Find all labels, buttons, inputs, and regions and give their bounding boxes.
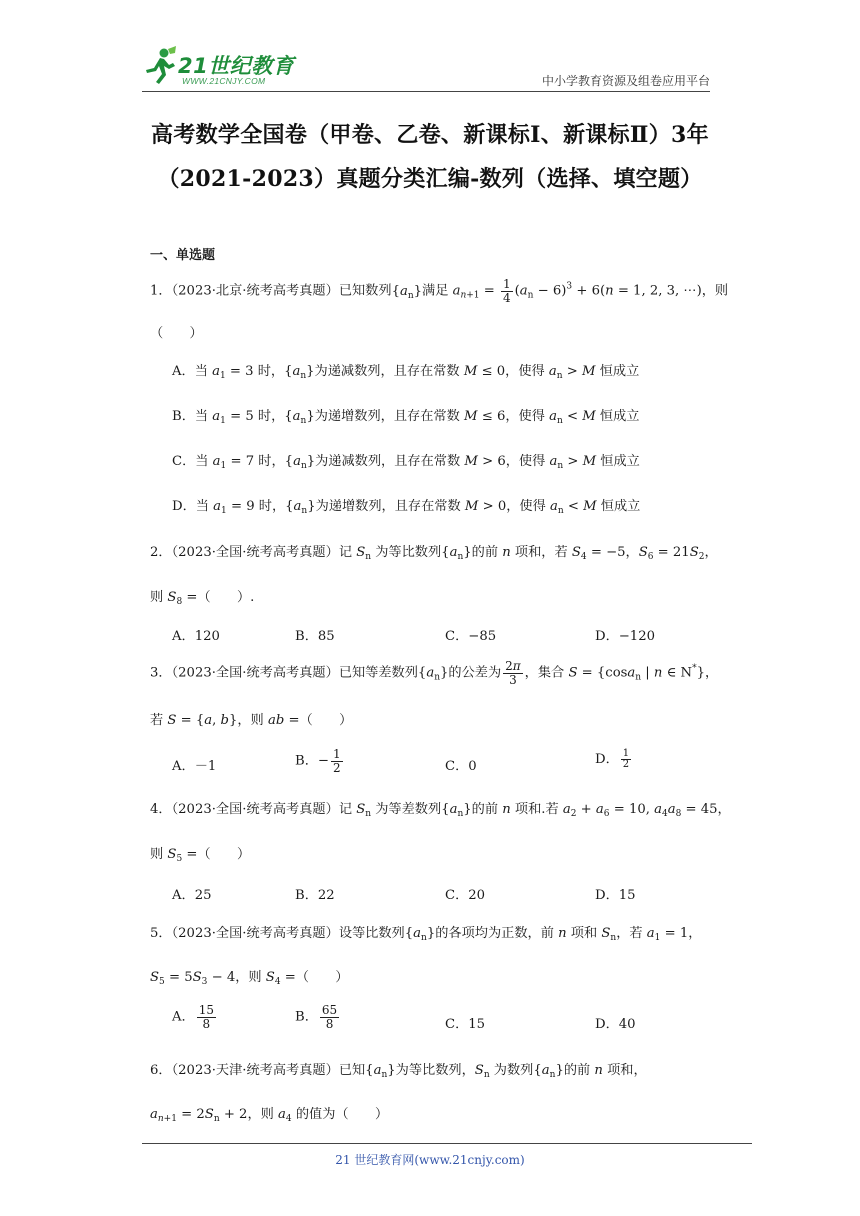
footer-link[interactable]: 21 世纪教育网(www.21cnjy.com) — [335, 1153, 525, 1167]
question-2-cont: 则 $S_8$ =（ ）. — [150, 590, 255, 607]
question-5-cont: $S_5 = 5S_3 - 4$，则 $S_4$ =（ ） — [150, 970, 349, 987]
question-4: 4．（2023·全国·统考高考真题）记 $S_n$ 为等差数列$\{a_n\}$的前 n 项和.若 $a_2 + a_6 = 10$, $a_4a_8 = 45$， — [150, 802, 731, 819]
doc-title-line1: 高考数学全国卷（甲卷、乙卷、新课标Ⅰ、新课标Ⅱ）3年 — [151, 122, 709, 148]
question-2-options — [0, 625, 860, 645]
question-1: 1．（2023·北京·统考高考真题）已知数列$\{a_n\}$满足 $a_{n+1}$ = $\frac{1}{4}$ $(a_n - 6)^3 + 6(n = 1$, 2, 3, ⋯)，则 — [150, 277, 729, 305]
question-6: 6．（2023·天津·统考高考真题）已知$\{a_n\}$为等比数列，$S_n$ 为数列$\{a_n\}$的前 n 项和， — [150, 1063, 647, 1080]
option-3a[interactable]: A．－1 — [172, 759, 217, 774]
option-5c[interactable]: C．15 — [445, 1017, 486, 1032]
option-2a[interactable]: A．120 — [172, 629, 220, 644]
option-4d[interactable]: D．15 — [595, 888, 636, 903]
question-number: 1． — [150, 283, 172, 299]
option-2c[interactable]: C．−85 — [445, 629, 497, 644]
option-5a[interactable]: A． $\frac{15}{8}$ — [172, 1003, 214, 1031]
question-4-options — [0, 884, 860, 904]
question-source: （2023·北京·统考高考真题） — [171, 283, 339, 299]
option-3c[interactable]: C．0 — [445, 759, 477, 774]
section-heading: 一、单选题 — [150, 248, 216, 263]
option-3d[interactable]: D． $\frac{1}{2}$ — [595, 747, 630, 770]
option-1a[interactable]: A．当 $a_1 = 3$ 时，$\{a_n\}$为递减数列，且存在常数 M ≤ 0，使得 $a_n > M$ 恒成立 — [172, 364, 640, 381]
option-5d[interactable]: D．40 — [595, 1017, 636, 1032]
doc-title-line2: （2021-2023）真题分类汇编-数列（选择、填空题） — [157, 166, 703, 192]
question-5-options — [0, 1004, 860, 1040]
option-2d[interactable]: D．−120 — [595, 629, 655, 644]
option-1b[interactable]: B．当 $a_1 = 5$ 时，$\{a_n\}$为递增数列，且存在常数 M ≤ 6，使得 $a_n < M$ 恒成立 — [172, 409, 640, 426]
question-5: 5．（2023·全国·统考高考真题）设等比数列$\{a_n\}$的各项均为正数，前 n 项和 $S_n$，若 $a_1 = 1$， — [150, 926, 702, 943]
option-4b[interactable]: B．22 — [295, 888, 335, 903]
option-4a[interactable]: A．25 — [172, 888, 212, 903]
option-1c[interactable]: C．当 $a_1 = 7$ 时，$\{a_n\}$为递减数列，且存在常数 M > 6，使得 $a_n > M$ 恒成立 — [172, 454, 640, 471]
logo-text: 21世纪教育 — [178, 54, 295, 78]
question-4-cont: 则 $S_5$ =（ ） — [150, 847, 251, 864]
question-3-cont: 若 S = {a, b}，则 ab =（ ） — [150, 713, 353, 728]
logo-url: WWW.21CNJY.COM — [182, 76, 266, 86]
question-6-cont: $a_{n+1} = 2S_n + 2$，则 $a_4$ 的值为（ ） — [150, 1107, 389, 1124]
header-divider — [142, 91, 710, 92]
question-2: 2．（2023·全国·统考高考真题）记 $S_n$ 为等比数列$\{a_n\}$的前 n 项和，若 $S_4 = -5$，$S_6 = 21S_2$， — [150, 545, 718, 562]
runner-icon — [142, 46, 178, 86]
site-logo[interactable] — [142, 46, 322, 92]
question-1-bracket: （ ） — [150, 326, 203, 341]
option-5b[interactable]: B． $\frac{65}{8}$ — [295, 1003, 338, 1031]
option-1d[interactable]: D．当 $a_1 = 9$ 时，$\{a_n\}$为递增数列，且存在常数 M > 0，使得 $a_n < M$ 恒成立 — [172, 499, 641, 516]
site-tagline: 中小学教育资源及组卷应用平台 — [541, 74, 710, 88]
option-3b[interactable]: B．− $\frac{1}{2}$ — [295, 747, 341, 775]
question-3: 3．（2023·全国·统考高考真题）已知等差数列$\{a_n\}$的公差为 $\frac{2\pi}{3}$ ，集合 S = {cosa$_n$ | n ∈ N*}， — [150, 659, 719, 687]
question-3-options — [0, 748, 860, 782]
footer-divider — [142, 1143, 752, 1144]
option-2b[interactable]: B．85 — [295, 629, 335, 644]
option-4c[interactable]: C．20 — [445, 888, 486, 903]
